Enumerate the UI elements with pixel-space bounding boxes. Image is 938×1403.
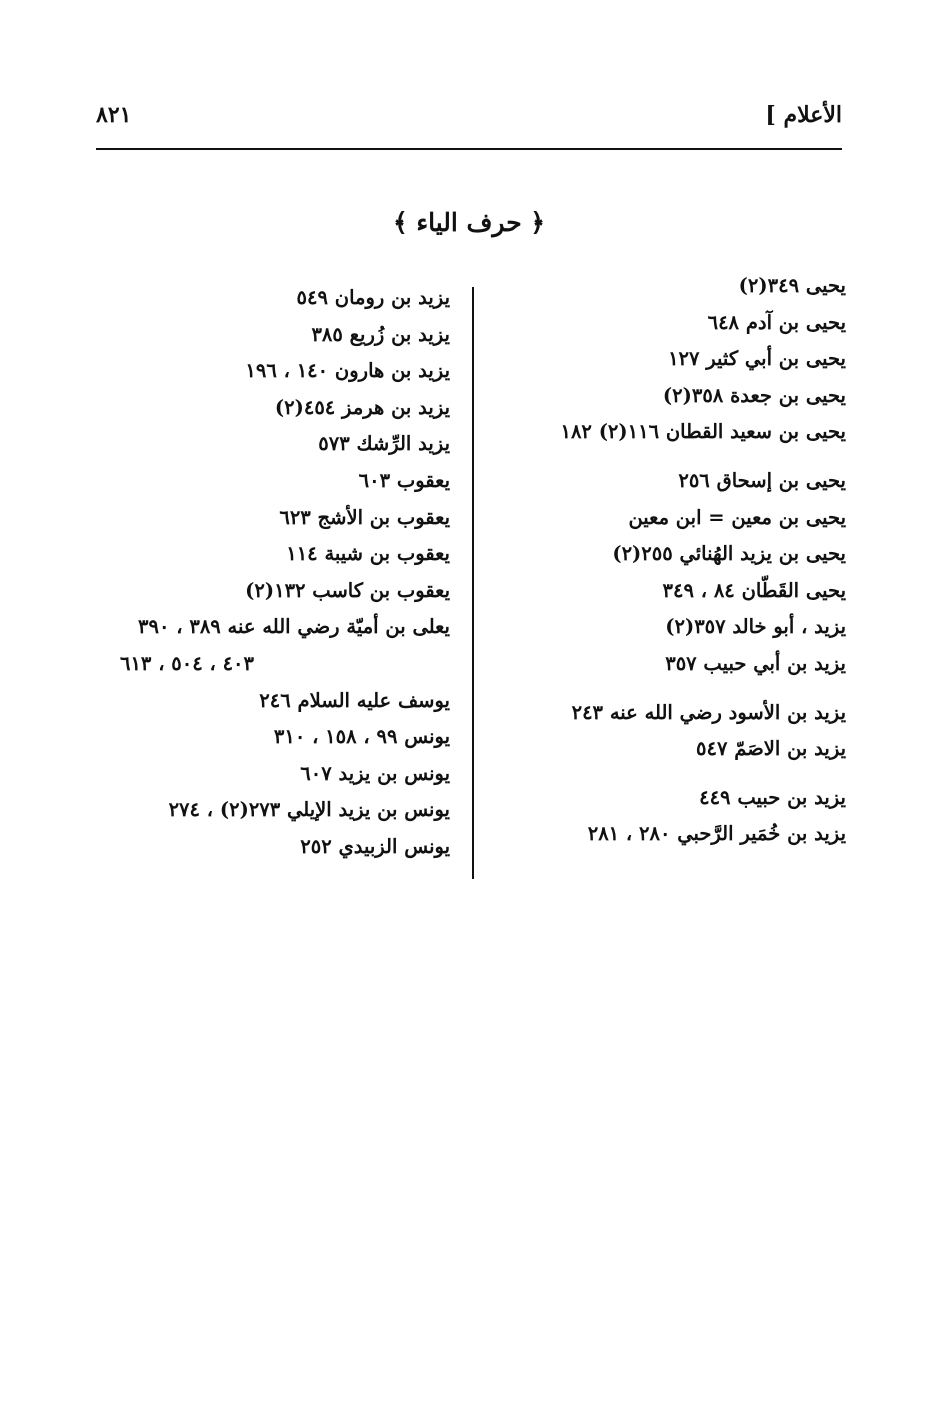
index-entry: يزيد بن خُمَير الرَّحبي ٢٨٠ ، ٢٨١ <box>587 822 846 846</box>
index-entry: يونس ٩٩ ، ١٥٨ ، ٣١٠ <box>273 725 450 749</box>
index-entry: يحيى بن معين = ابن معين <box>628 505 846 529</box>
index-entry: يونس بن يزيد ٦٠٧ <box>300 761 450 785</box>
index-entry: يحيى بن إسحاق ٢٥٦ <box>678 468 846 492</box>
index-entry: يعقوب بن شيبة ١١٤ <box>286 542 450 566</box>
index-entry: يزيد الرِّشك ٥٧٣ <box>318 432 450 456</box>
index-entry: يحيى بن جعدة ٣٥٨(٢) <box>662 383 846 407</box>
index-entry: يزيد بن زُريع ٣٨٥ <box>311 322 450 346</box>
index-entry: يزيد ، أبو خالد ٣٥٧(٢) <box>665 615 846 639</box>
index-entry: يعلى بن أميّة رضي الله عنه ٣٨٩ ، ٣٩٠ <box>138 615 450 639</box>
index-entry: يزيد بن حبيب ٤٤٩ <box>699 785 846 809</box>
index-entry: يزيد بن رومان ٥٤٩ <box>296 286 450 309</box>
index-entry: يوسف عليه السلام ٢٤٦ <box>259 688 450 712</box>
index-entry-continuation: ٤٠٣ ، ٥٠٤ ، ٦١٣ <box>119 651 254 675</box>
index-entry: يحيى ٣٤٩(٢) <box>738 274 846 297</box>
index-entry: يحيى القَطّان ٨٤ ، ٣٤٩ <box>662 578 846 602</box>
index-entry: يونس الزبيدي ٢٥٢ <box>300 834 450 858</box>
index-entry: يحيى بن أبي كثير ١٢٧ <box>668 347 846 371</box>
index-entry: يونس بن يزيد الإيلي ٢٧٣(٢) ، ٢٧٤ <box>168 798 450 822</box>
index-column-left <box>90 280 450 866</box>
index-entry: يحيى بن يزيد الهُنائي ٢٥٥(٢) <box>612 542 846 566</box>
index-entry: يزيد بن الأسود رضي الله عنه ٢٤٣ <box>571 700 846 724</box>
section-heading: ﴿ حرف الياء ﴾ <box>392 208 546 237</box>
index-entry: يزيد بن أبي حبيب ٣٥٧ <box>665 651 846 675</box>
index-entry: يحيى بن آدم ٦٤٨ <box>707 310 846 334</box>
index-entry: يعقوب ٦٠٣ <box>358 468 450 492</box>
index-column-right <box>486 268 846 853</box>
index-entry: يعقوب بن الأشج ٦٢٣ <box>279 505 450 529</box>
index-entry: يعقوب بن كاسب ١٣٢(٢) <box>245 578 450 602</box>
page-number: ٨٢١ <box>96 102 132 128</box>
column-divider <box>472 287 474 879</box>
index-entry: يزيد بن هرمز ٤٥٤(٢) <box>274 395 450 419</box>
index-entry: يحيى بن سعيد القطان ١١٦(٢) ١٨٢ <box>560 420 846 444</box>
running-title: الأعلام ] <box>765 102 842 128</box>
header-rule <box>96 148 842 150</box>
index-entry: يزيد بن الاصَمّ ٥٤٧ <box>696 737 846 761</box>
index-entry: يزيد بن هارون ١٤٠ ، ١٩٦ <box>245 359 450 383</box>
